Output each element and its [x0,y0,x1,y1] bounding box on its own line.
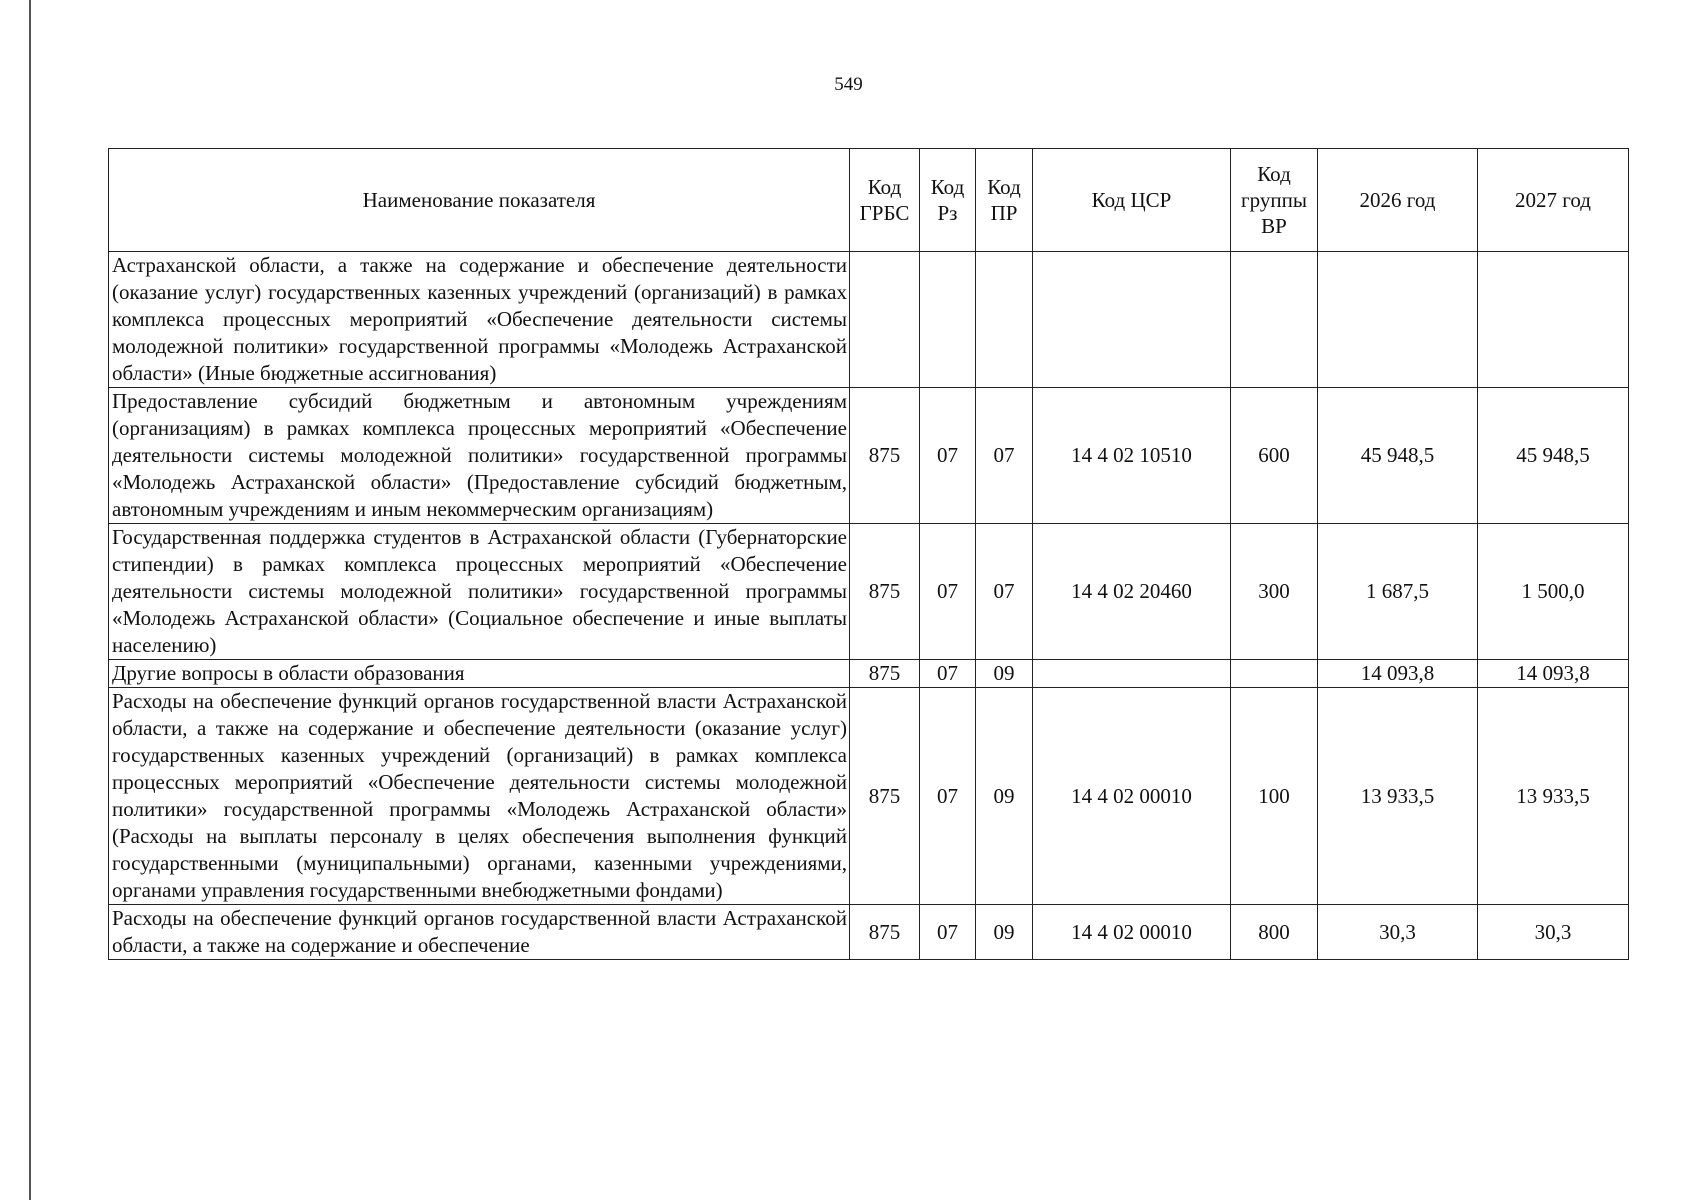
cell-2026: 1 687,5 [1318,524,1478,660]
header-csr: Код ЦСР [1033,149,1231,252]
cell-name: Другие вопросы в области образования [109,660,850,688]
cell-csr: 14 4 02 00010 [1033,905,1231,960]
header-2027: 2027 год [1478,149,1629,252]
header-rz: Код Рз [920,149,976,252]
cell-2027: 45 948,5 [1478,388,1629,524]
header-grbs: Код ГРБС [850,149,920,252]
cell-rz [920,252,976,388]
cell-2027: 13 933,5 [1478,688,1629,905]
cell-vr: 100 [1231,688,1318,905]
cell-csr: 14 4 02 00010 [1033,688,1231,905]
cell-pr: 09 [976,660,1033,688]
table-row [109,688,1629,905]
cell-csr: 14 4 02 10510 [1033,388,1231,524]
cell-2027: 1 500,0 [1478,524,1629,660]
cell-csr [1033,252,1231,388]
cell-vr: 300 [1231,524,1318,660]
table-row [109,388,1629,524]
cell-2027: 30,3 [1478,905,1629,960]
cell-2026 [1318,252,1478,388]
cell-grbs: 875 [850,660,920,688]
table-row [109,524,1629,660]
header-pr: Код ПР [976,149,1033,252]
header-2026: 2026 год [1318,149,1478,252]
cell-vr [1231,252,1318,388]
cell-name: Предоставление субсидий бюджетным и автономным учреждениям (организациям) в рамках комплекса процессных мероприятий «Обеспечение деятельности системы молодежной политики» государственной программы «Молодежь Астраханской области» (Предоставление субсидий бюджетным, автономным учреждениям и иным некоммерческим организациям) [109,388,850,524]
cell-rz: 07 [920,388,976,524]
header-name: Наименование показателя [109,149,850,252]
cell-2027 [1478,252,1629,388]
cell-name: Астраханской области, а также на содержание и обеспечение деятельности (оказание услуг) государственных казенных учреждений (организаций) в рамках комплекса процессных мероприятий «Обеспечение деятельности системы молодежной политики» государственной программы «Молодежь Астраханской области» (Иные бюджетные ассигнования) [109,252,850,388]
cell-name: Расходы на обеспечение функций органов государственной власти Астраханской области, а также на содержание и обеспечение деятельности (оказание услуг) государственных казенных учреждений (организаций) в рамках комплекса процессных мероприятий «Обеспечение деятельности системы молодежной политики» государственной программы «Молодежь Астраханской области» (Расходы на выплаты персоналу в целях обеспечения выполнения функций государственными (муниципальными) органами, казенными учреждениями, органами управления государственными внебюджетными фондами) [109,688,850,905]
cell-vr: 800 [1231,905,1318,960]
cell-name: Государственная поддержка студентов в Астраханской области (Губернаторские стипендии) в рамках комплекса процессных мероприятий «Обеспечение деятельности системы молодежной политики» государственной программы «Молодежь Астраханской области» (Социальное обеспечение и иные выплаты населению) [109,524,850,660]
cell-rz: 07 [920,688,976,905]
cell-2026: 30,3 [1318,905,1478,960]
header-vr: Код группы ВР [1231,149,1318,252]
cell-rz: 07 [920,660,976,688]
cell-2026: 14 093,8 [1318,660,1478,688]
cell-rz: 07 [920,524,976,660]
cell-pr: 09 [976,905,1033,960]
cell-csr: 14 4 02 20460 [1033,524,1231,660]
cell-2026: 45 948,5 [1318,388,1478,524]
budget-table [108,148,1629,960]
cell-pr: 09 [976,688,1033,905]
table-row [109,660,1629,688]
cell-vr: 600 [1231,388,1318,524]
cell-pr [976,252,1033,388]
cell-csr [1033,660,1231,688]
cell-grbs: 875 [850,688,920,905]
cell-pr: 07 [976,388,1033,524]
cell-2026: 13 933,5 [1318,688,1478,905]
cell-rz: 07 [920,905,976,960]
cell-vr [1231,660,1318,688]
table-header-row [109,149,1629,252]
cell-grbs [850,252,920,388]
page-number: 549 [834,74,863,95]
cell-name: Расходы на обеспечение функций органов государственной власти Астраханской области, а также на содержание и обеспечение [109,905,850,960]
cell-grbs: 875 [850,388,920,524]
cell-pr: 07 [976,524,1033,660]
table-row [109,252,1629,388]
cell-grbs: 875 [850,524,920,660]
cell-2027: 14 093,8 [1478,660,1629,688]
page-edge-line [29,0,31,1200]
cell-grbs: 875 [850,905,920,960]
table-row [109,905,1629,960]
